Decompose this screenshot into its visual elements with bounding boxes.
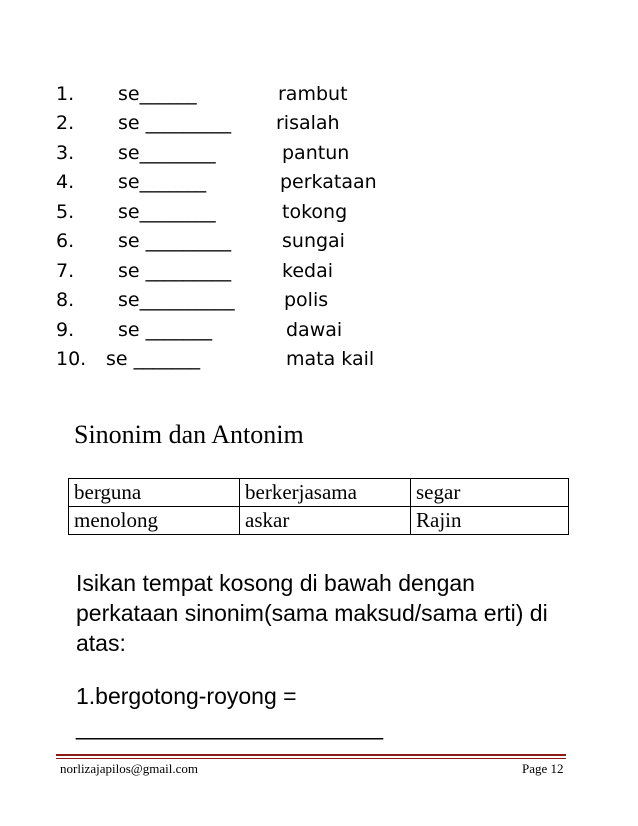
section-heading: Sinonim dan Antonim — [74, 420, 304, 449]
item-prefix: se_______ — [118, 171, 207, 193]
table-row — [69, 479, 569, 507]
item-number: 5. — [56, 201, 75, 223]
item-word: mata kail — [286, 348, 375, 370]
item-word: pantun — [282, 142, 350, 164]
question-1: 1.bergotong-royong = — [76, 683, 297, 709]
item-number: 9. — [56, 319, 75, 341]
table-cell: Rajin — [411, 507, 569, 535]
item-number: 4. — [56, 171, 75, 193]
instruction-text: Isikan tempat kosong di bawah dengan perkataan sinonim(sama maksud/sama erti) di atas: — [76, 570, 548, 656]
item-word: dawai — [286, 319, 343, 341]
item-prefix: se__________ — [118, 289, 235, 311]
table-cell: berkerjasama — [240, 479, 411, 507]
item-word: sungai — [282, 230, 345, 252]
item-number: 6. — [56, 230, 75, 252]
table-row — [69, 507, 569, 535]
item-word: polis — [284, 289, 329, 311]
item-prefix: se _________ — [118, 260, 232, 282]
item-prefix: se _______ — [106, 348, 201, 370]
table-cell: berguna — [69, 479, 240, 507]
footer-rule-thin — [56, 758, 566, 759]
item-word: tokong — [282, 201, 348, 223]
item-prefix: se _________ — [118, 112, 232, 134]
table-cell: segar — [411, 479, 569, 507]
item-word: rambut — [278, 83, 348, 105]
footer-rule-thick — [56, 754, 566, 756]
table-cell: menolong — [69, 507, 240, 535]
item-prefix: se _________ — [118, 230, 232, 252]
item-number: 8. — [56, 289, 75, 311]
item-word: perkataan — [280, 171, 377, 193]
item-prefix: se______ — [118, 83, 197, 105]
item-prefix: se________ — [118, 142, 216, 164]
item-number: 1. — [56, 83, 75, 105]
item-prefix: se _______ — [118, 319, 213, 341]
page-number: Page 12 — [522, 761, 564, 776]
item-number: 7. — [56, 260, 75, 282]
item-number: 2. — [56, 112, 75, 134]
item-word: risalah — [276, 112, 340, 134]
answer-blank: ________________________ — [76, 714, 383, 740]
item-prefix: se________ — [118, 201, 216, 223]
table-cell: askar — [240, 507, 411, 535]
item-word: kedai — [282, 260, 333, 282]
footer-email: norlizajapilos@gmail.com — [60, 761, 198, 776]
word-table — [68, 478, 569, 535]
item-number: 10. — [56, 348, 87, 370]
item-number: 3. — [56, 142, 75, 164]
